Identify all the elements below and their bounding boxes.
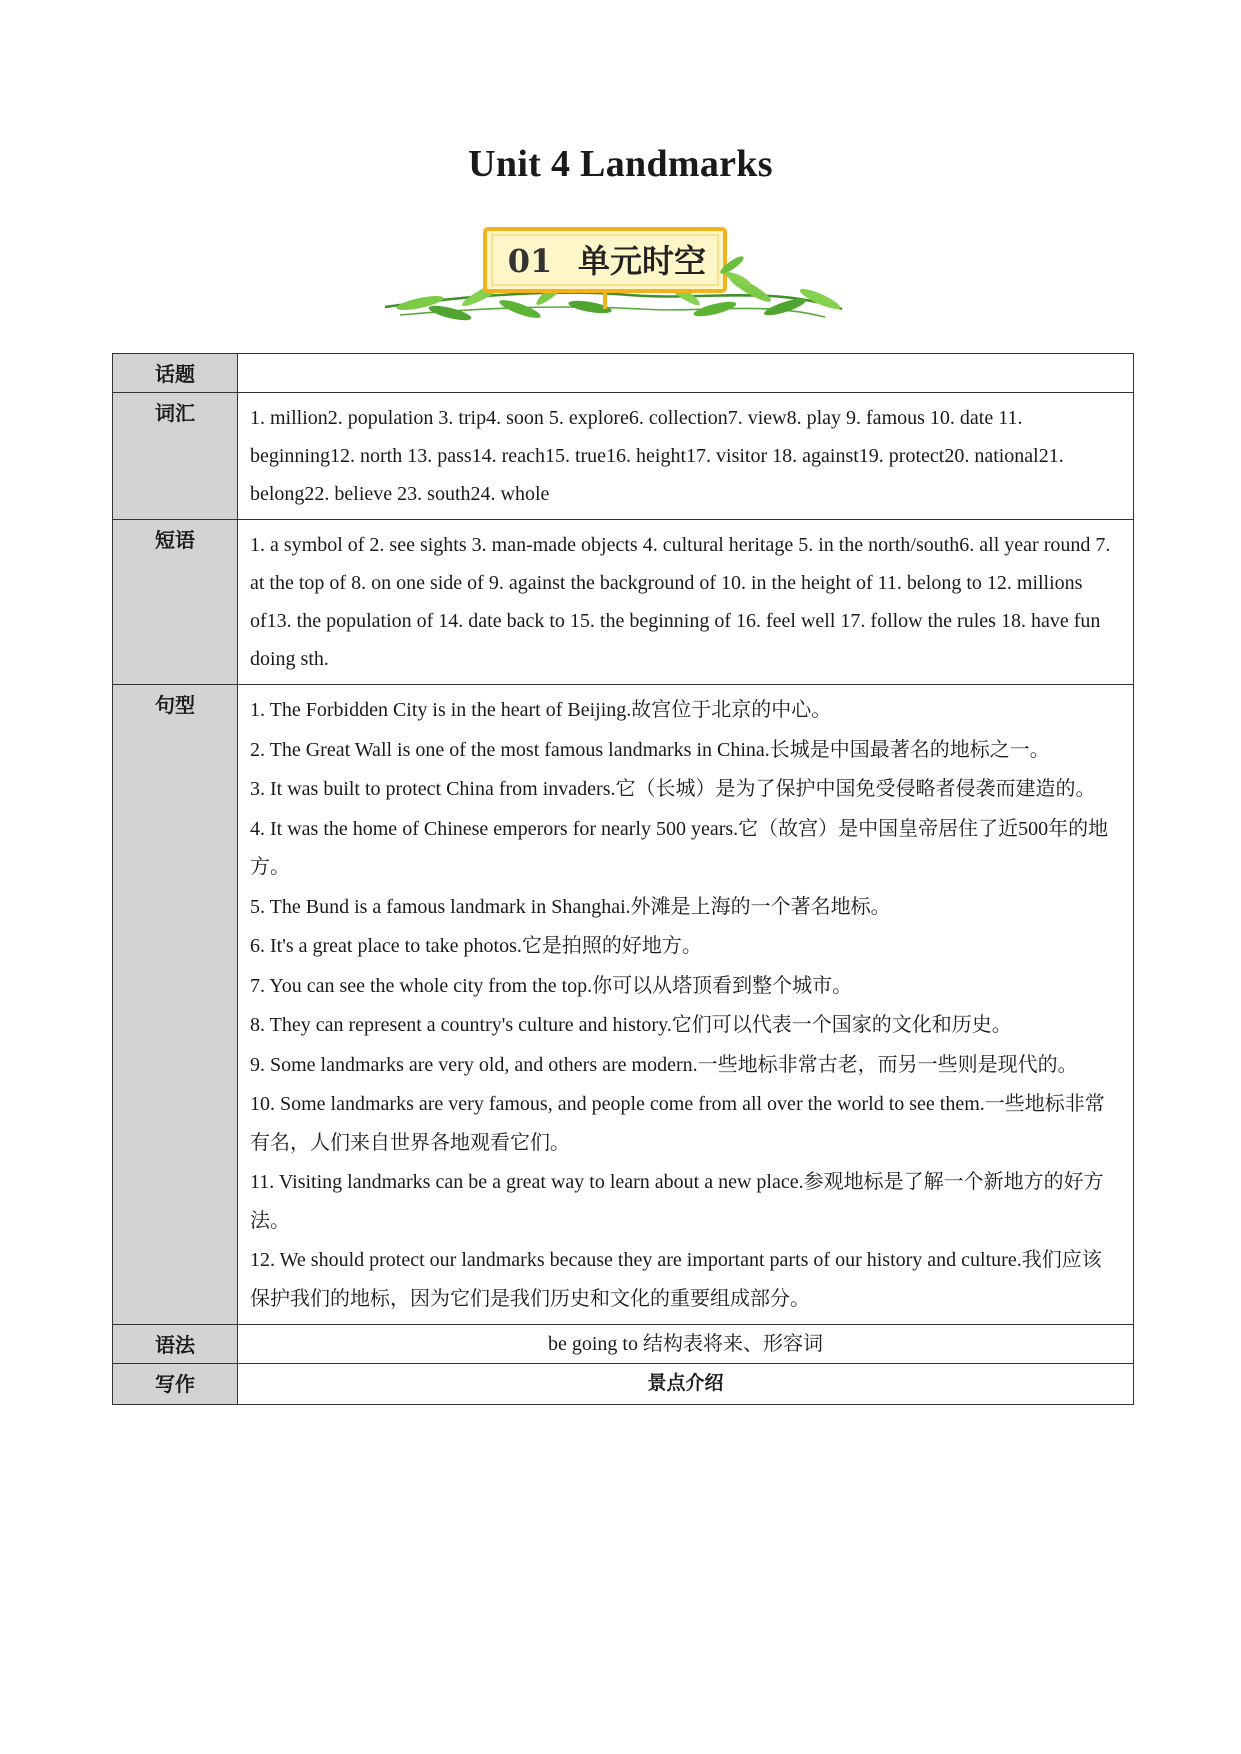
- grammar-content: be going to 结构表将来、形容词: [238, 1325, 1134, 1364]
- banner-number: 01: [507, 242, 553, 280]
- sentence-item: 7. You can see the whole city from the top.你可以从塔顶看到整个城市。: [250, 974, 853, 997]
- phrases-content: 1. a symbol of 2. see sights 3. man-made objects 4. cultural heritage 5. in the north/south6. all year round 7. at the top of 8. on one side of 9. against the background of 10. in the height of 11. belong to 12. millions of13. the population of 14. date back to 15. the beginning of 16. feel well 17. follow the rules 18. have fun doing sth.: [238, 520, 1134, 685]
- sentence-item: 6. It's a great place to take photos.它是拍照的好地方。: [250, 935, 702, 957]
- table-row-grammar: [113, 1325, 1134, 1364]
- table-row-vocabulary: [113, 393, 1134, 520]
- writing-label: 写作: [113, 1364, 238, 1405]
- sentence-item: 2. The Great Wall is one of the most famous landmarks in China.长城是中国最著名的地标之一。: [250, 738, 1050, 761]
- sentences-label: 句型: [113, 685, 238, 1325]
- banner-text: 单元时空: [577, 242, 707, 280]
- topic-content: [238, 354, 1134, 393]
- vocabulary-label: 词汇: [113, 393, 238, 520]
- sentence-item: 4. It was the home of Chinese emperors for nearly 500 years.它（故宫）是中国皇帝居住了近500年的地方。: [250, 817, 1109, 878]
- table-row-sentences: [113, 685, 1134, 1325]
- sentence-item: 11. Visiting landmarks can be a great way to learn about a new place.参观地标是了解一个新地方的好方法。: [250, 1171, 1104, 1232]
- table-row-topic: [113, 354, 1134, 393]
- table-row-phrases: [113, 520, 1134, 685]
- writing-content: 景点介绍: [238, 1364, 1134, 1405]
- sentence-item: 3. It was built to protect China from invaders.它（长城）是为了保护中国免受侵略者侵袭而建造的。: [250, 778, 1096, 800]
- vocabulary-content: 1. million2. population 3. trip4. soon 5. explore6. collection7. view8. play 9. famous 10. date 11. beginning12. north 13. pass14. reach15. true16. height17. visitor 18. against19. protect20. national21. belong22. believe 23. south24. whole: [238, 393, 1134, 520]
- unit-overview-table: [112, 353, 1134, 1405]
- sentence-item: 5. The Bund is a famous landmark in Shanghai.外滩是上海的一个著名地标。: [250, 895, 891, 918]
- sentence-item: 8. They can represent a country's culture and history.它们可以代表一个国家的文化和历史。: [250, 1014, 1012, 1036]
- sentences-content: [238, 685, 1134, 1325]
- sentence-item: 1. The Forbidden City is in the heart of Beijing.故宫位于北京的中心。: [250, 699, 832, 721]
- topic-label: 话题: [113, 354, 238, 393]
- page-title: Unit 4 Landmarks: [468, 143, 773, 185]
- phrases-label: 短语: [113, 520, 238, 685]
- section-banner: [380, 225, 850, 337]
- grammar-label: 语法: [113, 1325, 238, 1364]
- sentence-item: 12. We should protect our landmarks because they are important parts of our history and culture.我们应该保护我们的地标，因为它们是我们历史和文化的重要组成部分。: [250, 1249, 1102, 1310]
- sentence-item: 9. Some landmarks are very old, and others are modern.一些地标非常古老，而另一些则是现代的。: [250, 1053, 1078, 1076]
- table-row-writing: [113, 1364, 1134, 1405]
- sentence-item: 10. Some landmarks are very famous, and people come from all over the world to see them.一些地标非常有名，人们来自世界各地观看它们。: [250, 1093, 1105, 1154]
